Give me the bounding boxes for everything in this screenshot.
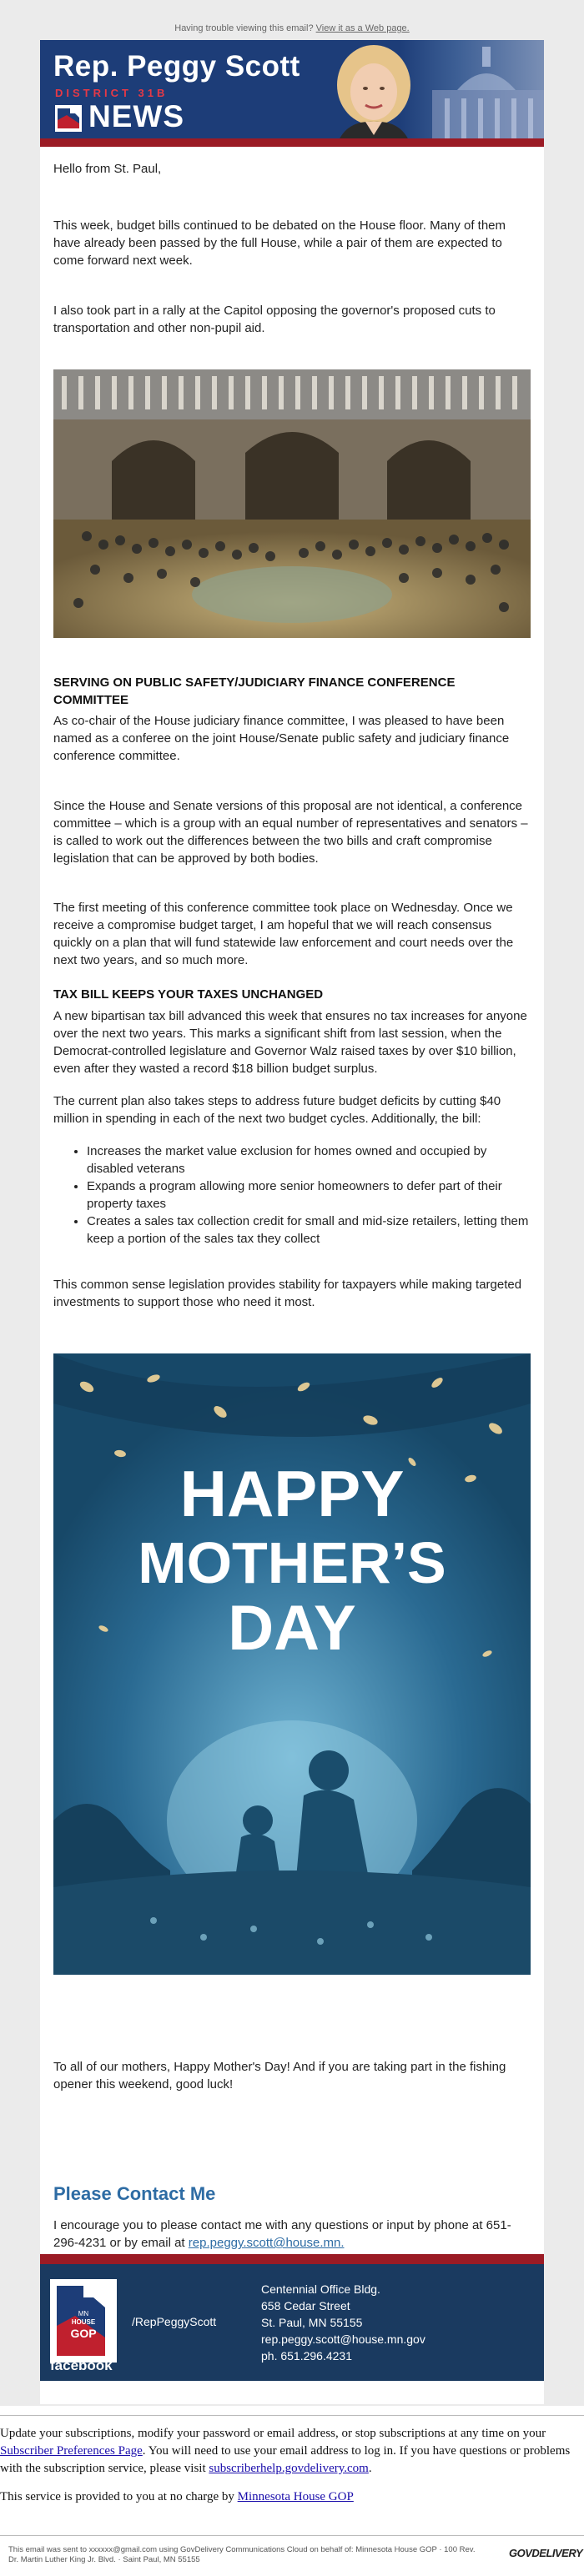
mothers-day-paragraph: To all of our mothers, Happy Mother's Day! And if you are taking part in the fishing opener this weekend, good luck!: [53, 2060, 506, 2091]
intro-paragraph: This week, budget bills continued to be debated on the House floor. Many of them have already been passed by the full House, while a pair of them are expected to come forward next week.: [53, 218, 506, 268]
list-item: • Expands a program allowing more senior homeowners to defer part of their property taxes: [87, 1178, 531, 1213]
minnesota-house-gop-logo[interactable]: [50, 2279, 117, 2363]
divider: [0, 2415, 584, 2416]
web-page-link[interactable]: View it as a Web page.: [315, 23, 410, 33]
mothers-day-line-2: MOTHER’S: [138, 1530, 446, 1595]
header-district: DISTRICT 31B: [55, 87, 169, 99]
mothers-day-graphic: [53, 1353, 531, 1975]
subscription-notice: Update your subscriptions, modify your password or email address, or stop subscriptions at any time on your Subscriber Preferences Page. You will need to use your email address to log in. If you have questions or problems with the subscription service, please visit subscriberhelp.govdelivery.com.: [0, 2427, 571, 2475]
footer-red-bar: [40, 2254, 544, 2264]
section1-paragraph-3: The first meeting of this conference committee took place on Wednesday. Once we receive a compromise budget target, I am hopeful that we will reach consensus quickly on a plan that will fund statewide law enforcement and court needs over the next two years, and so much more.: [53, 901, 514, 967]
newsletter-header: [40, 40, 544, 147]
footer-phone: ph. 651.296.4231: [261, 2349, 352, 2363]
list-item: • Increases the market value exclusion for homes owned and occupied by disabled veterans: [87, 1142, 531, 1178]
subscriber-preferences-link[interactable]: Subscriber Preferences Page: [0, 2444, 143, 2458]
svg-text:HOUSE: HOUSE: [71, 2318, 96, 2326]
subscriber-help-link[interactable]: subscriberhelp.govdelivery.com: [209, 2462, 369, 2475]
representative-portrait: [328, 43, 420, 147]
section-heading-tax-bill: TAX BILL KEEPS YOUR TAXES UNCHANGED: [53, 987, 324, 1002]
section2-paragraph-3: This common sense legislation provides stability for taxpayers while making targeted investments to support those who need it most.: [53, 1278, 522, 1309]
facebook-link[interactable]: facebook: [50, 2358, 113, 2373]
capitol-background: [399, 40, 544, 147]
email-container: [40, 40, 544, 2404]
preheader-text: Having trouble viewing this email?: [174, 23, 314, 33]
divider: [0, 2535, 584, 2536]
facebook-handle[interactable]: /RepPeggyScott: [132, 2315, 217, 2328]
govdelivery-logo[interactable]: GOVDELIVERY: [509, 2547, 583, 2559]
minnesota-logo-icon: [55, 105, 82, 132]
section2-paragraph-2: The current plan also takes steps to address future budget deficits by cutting $40 million in spending in each of the next two budget cycles. Additionally, the bill:: [53, 1094, 501, 1126]
footer-email[interactable]: rep.peggy.scott@house.mn.gov: [261, 2332, 425, 2346]
contact-heading: Please Contact Me: [53, 2183, 216, 2204]
footer-contact: [40, 2264, 544, 2381]
svg-text:GOP: GOP: [70, 2327, 97, 2340]
section-heading-public-safety: SERVING ON PUBLIC SAFETY/JUDICIARY FINANCE CONFERENCE COMMITTEE: [53, 675, 456, 707]
contact-text: I encourage you to please contact me with any questions or input by phone at 651-296-4231 or by email at: [53, 2218, 511, 2250]
list-item: • Creates a sales tax collection credit for small and mid-size retailers, letting them keep a portion of the sales tax they collect: [87, 1213, 531, 1248]
service-notice: This service is provided to you at no charge by Minnesota House GOP: [0, 2490, 354, 2503]
rally-paragraph: I also took part in a rally at the Capitol opposing the governor's proposed cuts to transportation and other non-pupil aid.: [53, 304, 496, 335]
contact-paragraph: [53, 2217, 531, 2252]
mothers-day-line-3: DAY: [228, 1593, 356, 1664]
capitol-rally-photo: [53, 369, 531, 638]
section1-paragraph-2: Since the House and Senate versions of this proposal are not identical, a conference committee – which is a group with an equal number of representatives and senators – is called to work out the differences between the two bills and craft compromise legislation that can be approved by both bodies.: [53, 799, 528, 866]
section2-paragraph-1: A new bipartisan tax bill advanced this week that ensures no tax increases for anyone over the next two years. This marks a significant shift from last session, when the Democrat-controlled legislature and Governor Walz raised taxes by over $10 billion, even after they wasted a record $18 billion budget surplus.: [53, 1009, 527, 1076]
svg-text:MN: MN: [78, 2310, 89, 2317]
tax-bill-list: [53, 1142, 531, 1248]
greeting: Hello from St. Paul,: [53, 162, 162, 176]
footer-fine-print: This email was sent to xxxxxx@gmail.com using GovDelivery Communications Cloud on behalf of: Minnesota House GOP · 100 Rev. Dr. Martin Luther King Jr. Blvd. · Saint Paul, MN 55155: [8, 2545, 476, 2564]
section1-paragraph-1: As co-chair of the House judiciary finance committee, I was pleased to have been named as a conferee on the joint House/Senate public safety and judiciary finance conference committee.: [53, 714, 510, 763]
email-link[interactable]: rep.peggy.scott@house.mn.: [188, 2236, 345, 2250]
minnesota-house-gop-link[interactable]: Minnesota House GOP: [237, 2490, 354, 2503]
preheader: [0, 23, 584, 33]
header-news: NEWS: [88, 99, 184, 133]
mothers-day-line-1: HAPPY: [179, 1457, 405, 1530]
header-red-bar: [40, 138, 544, 147]
header-name: Rep. Peggy Scott: [53, 50, 300, 83]
office-address: Centennial Office Bldg. 658 Cedar Street St. Paul, MN 55155 rep.peggy.scott@house.mn.gov ph. 651.296.4231: [261, 2282, 425, 2363]
